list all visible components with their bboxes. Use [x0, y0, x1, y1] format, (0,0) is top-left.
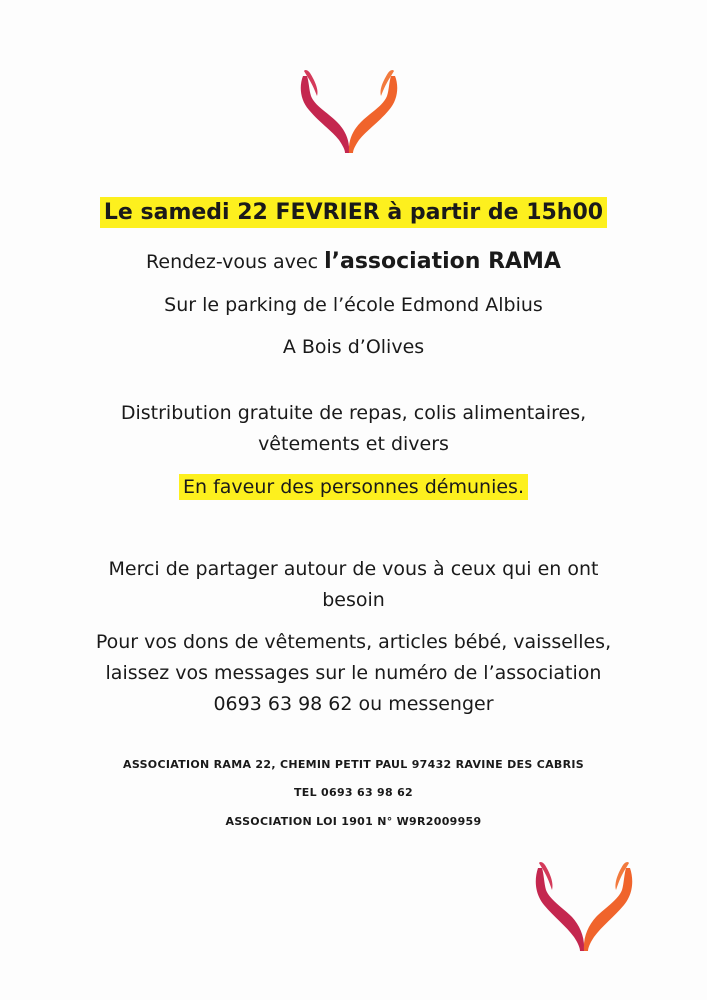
donations-line-1: Pour vos dons de vêtements, articles bébé, vaisselles,: [95, 631, 612, 653]
beneficiaries-text: En faveur des personnes démunies.: [179, 474, 528, 500]
association-name: l’association RAMA: [324, 249, 561, 274]
location-line-2: A Bois d’Olives: [282, 336, 425, 358]
beneficiaries-line: [0, 475, 707, 499]
donations-line-2: laissez vos messages sur le numéro de l’association: [105, 662, 602, 684]
rendezvous-line: [0, 250, 707, 274]
hands-logo-icon: [297, 66, 401, 154]
hands-logo-icon: [532, 858, 636, 952]
headline: [0, 201, 707, 225]
distribution-line-2: vêtements et divers: [258, 433, 449, 455]
headline-text: Le samedi 22 FEVRIER à partir de 15h00: [100, 197, 607, 228]
rendezvous-prefix: Rendez-vous avec: [146, 251, 325, 273]
distribution-line-1: Distribution gratuite de repas, colis alimentaires,: [120, 402, 587, 424]
share-line-1: Merci de partager autour de vous à ceux qui en ont: [108, 558, 599, 580]
footer-address: ASSOCIATION RAMA 22, CHEMIN PETIT PAUL 97432 RAVINE DES CABRIS: [123, 758, 584, 771]
footer-registration: ASSOCIATION LOI 1901 N° W9R2009959: [225, 815, 482, 828]
share-line-2: besoin: [322, 589, 385, 611]
footer-phone: TEL 0693 63 98 62: [294, 786, 413, 799]
donations-line-3: 0693 63 98 62 ou messenger: [213, 693, 494, 715]
location-line-1: Sur le parking de l’école Edmond Albius: [164, 294, 543, 316]
